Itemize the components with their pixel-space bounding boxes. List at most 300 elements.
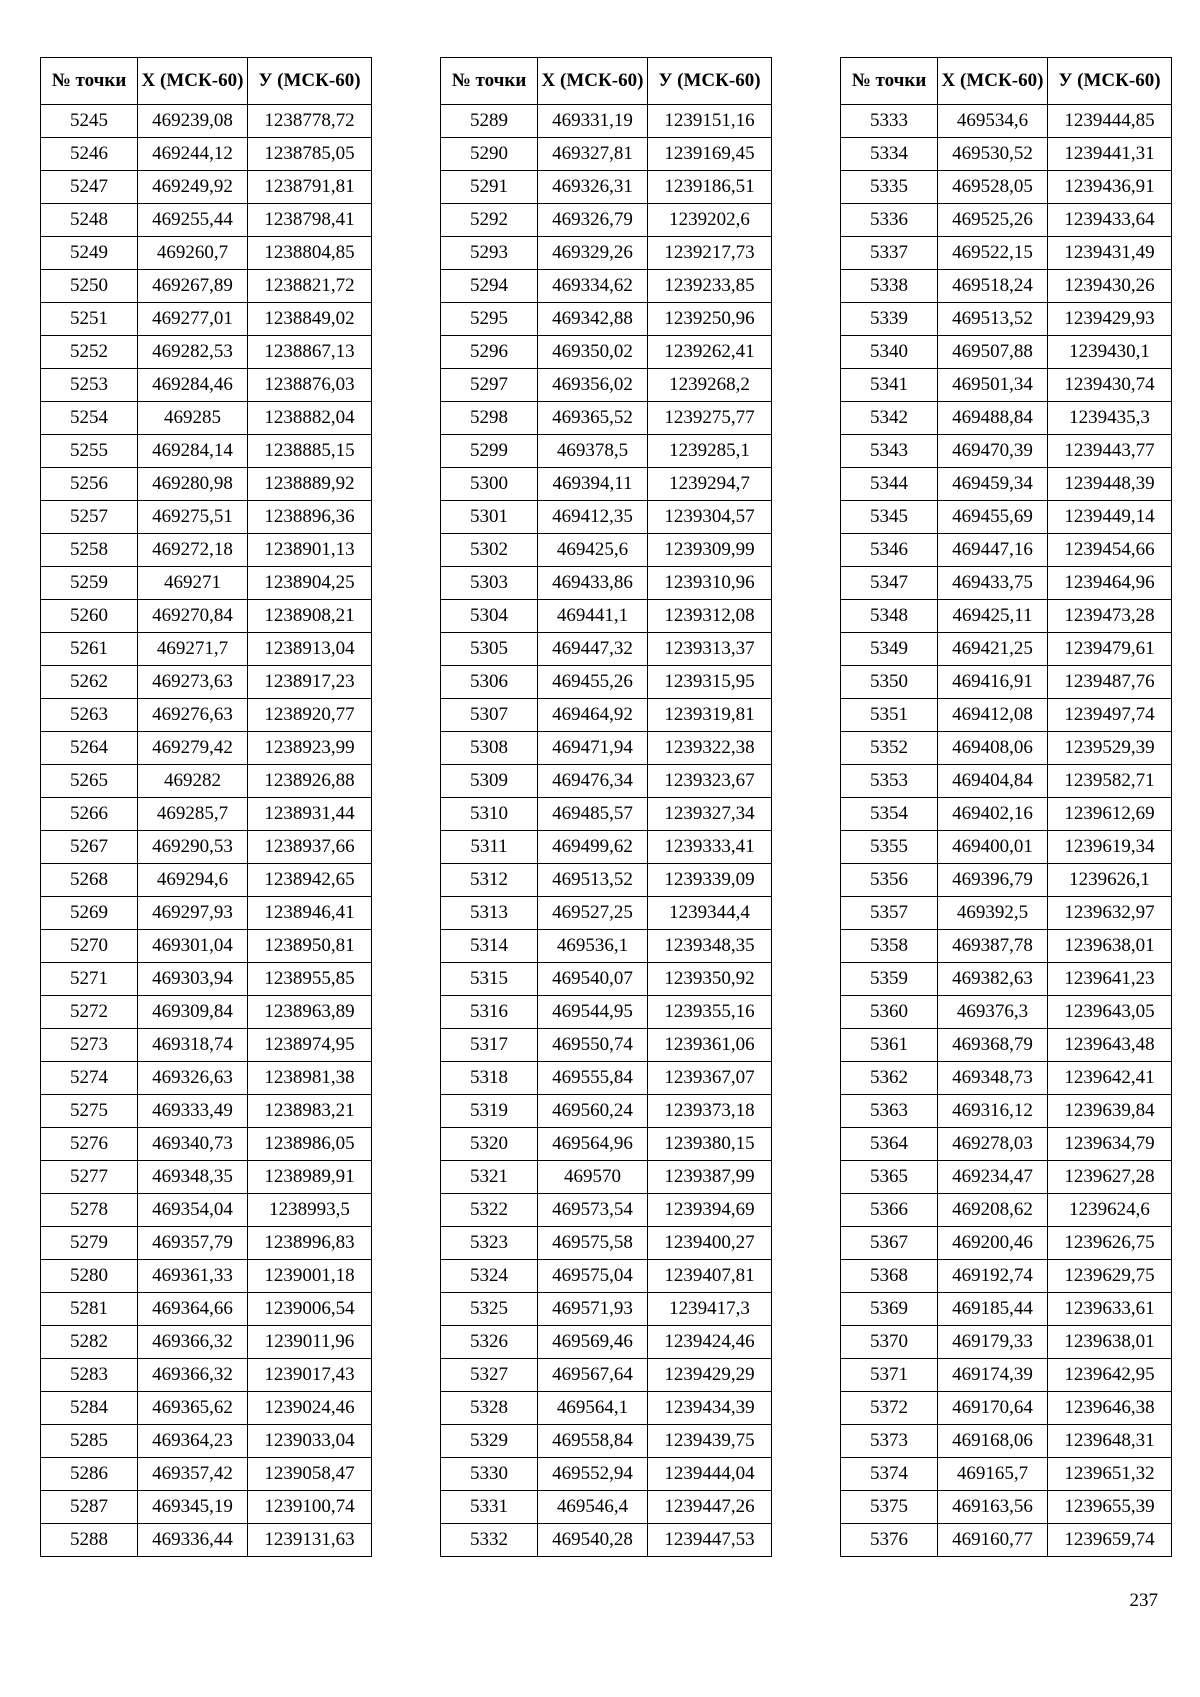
x-coordinate-cell: 469555,84 [538, 1062, 648, 1095]
y-coordinate-cell: 1239454,66 [1048, 534, 1172, 567]
x-coordinate-cell: 469573,54 [538, 1194, 648, 1227]
x-coordinate-cell: 469544,95 [538, 996, 648, 1029]
x-coordinate-cell: 469284,14 [138, 435, 248, 468]
point-number-cell: 5245 [41, 105, 138, 138]
point-number-cell: 5321 [441, 1161, 538, 1194]
point-number-cell: 5327 [441, 1359, 538, 1392]
x-coordinate-cell: 469534,6 [938, 105, 1048, 138]
y-coordinate-cell: 1239633,61 [1048, 1293, 1172, 1326]
x-coordinate-cell: 469285,7 [138, 798, 248, 831]
table-row [841, 336, 1172, 369]
point-number-cell: 5307 [441, 699, 538, 732]
y-coordinate-cell: 1239424,46 [648, 1326, 772, 1359]
y-coordinate-cell: 1239202,6 [648, 204, 772, 237]
point-number-cell: 5288 [41, 1524, 138, 1557]
point-number-cell: 5276 [41, 1128, 138, 1161]
point-number-cell: 5290 [441, 138, 538, 171]
y-coordinate-cell: 1239380,15 [648, 1128, 772, 1161]
y-coordinate-cell: 1239429,29 [648, 1359, 772, 1392]
x-coordinate-cell: 469277,01 [138, 303, 248, 336]
y-coordinate-cell: 1239361,06 [648, 1029, 772, 1062]
table-row [841, 1425, 1172, 1458]
x-coordinate-cell: 469421,25 [938, 633, 1048, 666]
y-coordinate-cell: 1239327,34 [648, 798, 772, 831]
y-coordinate-header: У (МСК-60) [1048, 58, 1172, 105]
y-coordinate-cell: 1238791,81 [248, 171, 372, 204]
y-coordinate-cell: 1238931,44 [248, 798, 372, 831]
point-number-cell: 5323 [441, 1227, 538, 1260]
table-row [841, 1227, 1172, 1260]
table-row [441, 1524, 772, 1557]
y-coordinate-cell: 1238876,03 [248, 369, 372, 402]
y-coordinate-cell: 1238986,05 [248, 1128, 372, 1161]
x-coordinate-cell: 469365,52 [538, 402, 648, 435]
y-coordinate-cell: 1239447,53 [648, 1524, 772, 1557]
y-coordinate-cell: 1238937,66 [248, 831, 372, 864]
y-coordinate-cell: 1238923,99 [248, 732, 372, 765]
y-coordinate-cell: 1239430,74 [1048, 369, 1172, 402]
table-row [41, 1161, 372, 1194]
table-row [41, 501, 372, 534]
x-coordinate-cell: 469290,53 [138, 831, 248, 864]
point-number-cell: 5287 [41, 1491, 138, 1524]
point-number-cell: 5246 [41, 138, 138, 171]
y-coordinate-cell: 1239344,4 [648, 897, 772, 930]
table-header [841, 58, 1172, 105]
y-coordinate-cell: 1238974,95 [248, 1029, 372, 1062]
table-row [441, 567, 772, 600]
table-row [41, 897, 372, 930]
point-number-cell: 5279 [41, 1227, 138, 1260]
x-coordinate-cell: 469441,1 [538, 600, 648, 633]
coordinates-table [40, 57, 372, 1557]
x-coordinate-cell: 469234,47 [938, 1161, 1048, 1194]
y-coordinate-cell: 1238993,5 [248, 1194, 372, 1227]
x-coordinate-cell: 469354,04 [138, 1194, 248, 1227]
x-coordinate-cell: 469536,1 [538, 930, 648, 963]
table-row [841, 303, 1172, 336]
y-coordinate-cell: 1238920,77 [248, 699, 372, 732]
table-row [841, 864, 1172, 897]
point-number-cell: 5250 [41, 270, 138, 303]
y-coordinate-cell: 1239333,41 [648, 831, 772, 864]
x-coordinate-cell: 469326,31 [538, 171, 648, 204]
point-number-cell: 5329 [441, 1425, 538, 1458]
table-row [841, 633, 1172, 666]
y-coordinate-cell: 1239294,7 [648, 468, 772, 501]
table-row [441, 996, 772, 1029]
point-number-cell: 5349 [841, 633, 938, 666]
point-number-cell: 5370 [841, 1326, 938, 1359]
y-coordinate-cell: 1238849,02 [248, 303, 372, 336]
x-coordinate-cell: 469464,92 [538, 699, 648, 732]
point-number-cell: 5281 [41, 1293, 138, 1326]
table-row [41, 831, 372, 864]
point-number-cell: 5261 [41, 633, 138, 666]
point-number-cell: 5308 [441, 732, 538, 765]
point-number-header: № точки [441, 58, 538, 105]
point-number-cell: 5249 [41, 237, 138, 270]
y-coordinate-cell: 1239323,67 [648, 765, 772, 798]
x-coordinate-cell: 469499,62 [538, 831, 648, 864]
x-coordinate-cell: 469271 [138, 567, 248, 600]
table-row [41, 864, 372, 897]
table-row [441, 732, 772, 765]
table-row [41, 303, 372, 336]
point-number-cell: 5270 [41, 930, 138, 963]
y-coordinate-cell: 1239642,41 [1048, 1062, 1172, 1095]
table-row [441, 798, 772, 831]
point-number-cell: 5360 [841, 996, 938, 1029]
point-number-cell: 5275 [41, 1095, 138, 1128]
x-coordinate-cell: 469569,46 [538, 1326, 648, 1359]
x-coordinate-cell: 469459,34 [938, 468, 1048, 501]
y-coordinate-cell: 1239268,2 [648, 369, 772, 402]
x-coordinate-cell: 469316,12 [938, 1095, 1048, 1128]
table-row [841, 1062, 1172, 1095]
x-coordinate-cell: 469416,91 [938, 666, 1048, 699]
x-coordinate-cell: 469404,84 [938, 765, 1048, 798]
point-number-cell: 5296 [441, 336, 538, 369]
x-coordinate-cell: 469387,78 [938, 930, 1048, 963]
y-coordinate-cell: 1239355,16 [648, 996, 772, 1029]
x-coordinate-cell: 469270,84 [138, 600, 248, 633]
table-row [41, 1326, 372, 1359]
y-coordinate-cell: 1239367,07 [648, 1062, 772, 1095]
x-coordinate-cell: 469239,08 [138, 105, 248, 138]
y-coordinate-cell: 1239439,75 [648, 1425, 772, 1458]
y-coordinate-cell: 1239304,57 [648, 501, 772, 534]
y-coordinate-cell: 1238804,85 [248, 237, 372, 270]
y-coordinate-cell: 1238785,05 [248, 138, 372, 171]
point-number-cell: 5267 [41, 831, 138, 864]
x-coordinate-cell: 469326,79 [538, 204, 648, 237]
x-coordinate-cell: 469345,19 [138, 1491, 248, 1524]
table-row [41, 1029, 372, 1062]
y-coordinate-cell: 1238917,23 [248, 666, 372, 699]
table-row [41, 798, 372, 831]
table-row [41, 666, 372, 699]
point-number-cell: 5282 [41, 1326, 138, 1359]
point-number-cell: 5322 [441, 1194, 538, 1227]
table-row [841, 1128, 1172, 1161]
x-coordinate-cell: 469340,73 [138, 1128, 248, 1161]
y-coordinate-cell: 1239312,08 [648, 600, 772, 633]
x-coordinate-cell: 469282,53 [138, 336, 248, 369]
y-coordinate-cell: 1239429,93 [1048, 303, 1172, 336]
point-number-cell: 5297 [441, 369, 538, 402]
table-row [41, 171, 372, 204]
point-number-cell: 5263 [41, 699, 138, 732]
y-coordinate-cell: 1239433,64 [1048, 204, 1172, 237]
table-row [41, 435, 372, 468]
y-coordinate-cell: 1239387,99 [648, 1161, 772, 1194]
x-coordinate-cell: 469447,16 [938, 534, 1048, 567]
y-coordinate-cell: 1239629,75 [1048, 1260, 1172, 1293]
table-row [441, 1161, 772, 1194]
table-row [841, 1293, 1172, 1326]
point-number-cell: 5335 [841, 171, 938, 204]
x-coordinate-cell: 469530,52 [938, 138, 1048, 171]
point-number-cell: 5280 [41, 1260, 138, 1293]
point-number-cell: 5365 [841, 1161, 938, 1194]
y-coordinate-cell: 1239479,61 [1048, 633, 1172, 666]
table-body [841, 105, 1172, 1557]
x-coordinate-header: Х (МСК-60) [138, 58, 248, 105]
x-coordinate-cell: 469192,74 [938, 1260, 1048, 1293]
point-number-cell: 5285 [41, 1425, 138, 1458]
y-coordinate-cell: 1238904,25 [248, 567, 372, 600]
table-row [441, 501, 772, 534]
table-header [441, 58, 772, 105]
y-coordinate-cell: 1239447,26 [648, 1491, 772, 1524]
point-number-cell: 5341 [841, 369, 938, 402]
table-row [841, 1260, 1172, 1293]
table-row [841, 1095, 1172, 1128]
point-number-cell: 5269 [41, 897, 138, 930]
table-row [441, 204, 772, 237]
x-coordinate-cell: 469567,64 [538, 1359, 648, 1392]
table-row [41, 1260, 372, 1293]
y-coordinate-cell: 1239632,97 [1048, 897, 1172, 930]
point-number-cell: 5354 [841, 798, 938, 831]
y-coordinate-cell: 1238885,15 [248, 435, 372, 468]
y-coordinate-cell: 1239151,16 [648, 105, 772, 138]
table-row [41, 204, 372, 237]
y-coordinate-cell: 1239058,47 [248, 1458, 372, 1491]
x-coordinate-cell: 469361,33 [138, 1260, 248, 1293]
x-coordinate-cell: 469165,7 [938, 1458, 1048, 1491]
x-coordinate-cell: 469501,34 [938, 369, 1048, 402]
table-row [41, 963, 372, 996]
point-number-cell: 5286 [41, 1458, 138, 1491]
point-number-cell: 5348 [841, 600, 938, 633]
table-row [841, 897, 1172, 930]
table-row [41, 1359, 372, 1392]
table-row [441, 336, 772, 369]
table-row [441, 171, 772, 204]
table-row [441, 831, 772, 864]
x-coordinate-cell: 469284,46 [138, 369, 248, 402]
y-coordinate-cell: 1238889,92 [248, 468, 372, 501]
point-number-cell: 5248 [41, 204, 138, 237]
table-row [441, 1227, 772, 1260]
y-coordinate-cell: 1239430,26 [1048, 270, 1172, 303]
x-coordinate-cell: 469507,88 [938, 336, 1048, 369]
point-number-cell: 5337 [841, 237, 938, 270]
x-coordinate-cell: 469282 [138, 765, 248, 798]
x-coordinate-cell: 469540,07 [538, 963, 648, 996]
table-row [441, 468, 772, 501]
point-number-cell: 5376 [841, 1524, 938, 1557]
x-coordinate-cell: 469540,28 [538, 1524, 648, 1557]
y-coordinate-cell: 1239217,73 [648, 237, 772, 270]
y-coordinate-cell: 1239275,77 [648, 402, 772, 435]
table-row [841, 270, 1172, 303]
x-coordinate-cell: 469279,42 [138, 732, 248, 765]
x-coordinate-cell: 469334,62 [538, 270, 648, 303]
x-coordinate-cell: 469342,88 [538, 303, 648, 336]
table-row [841, 1392, 1172, 1425]
y-coordinate-header: У (МСК-60) [648, 58, 772, 105]
table-row [841, 468, 1172, 501]
x-coordinate-cell: 469425,6 [538, 534, 648, 567]
x-coordinate-cell: 469267,89 [138, 270, 248, 303]
y-coordinate-cell: 1239033,04 [248, 1425, 372, 1458]
table-row [441, 1194, 772, 1227]
table-row [41, 930, 372, 963]
point-number-cell: 5316 [441, 996, 538, 1029]
point-number-cell: 5304 [441, 600, 538, 633]
point-number-cell: 5303 [441, 567, 538, 600]
y-coordinate-cell: 1239350,92 [648, 963, 772, 996]
y-coordinate-cell: 1239497,74 [1048, 699, 1172, 732]
x-coordinate-cell: 469326,63 [138, 1062, 248, 1095]
table-row [41, 1095, 372, 1128]
y-coordinate-cell: 1239627,28 [1048, 1161, 1172, 1194]
y-coordinate-cell: 1239100,74 [248, 1491, 372, 1524]
table-row [41, 138, 372, 171]
point-number-cell: 5257 [41, 501, 138, 534]
x-coordinate-cell: 469471,94 [538, 732, 648, 765]
y-coordinate-cell: 1239006,54 [248, 1293, 372, 1326]
point-number-cell: 5268 [41, 864, 138, 897]
coordinates-table [440, 57, 772, 1557]
point-number-cell: 5359 [841, 963, 938, 996]
x-coordinate-cell: 469285 [138, 402, 248, 435]
x-coordinate-cell: 469455,26 [538, 666, 648, 699]
table-row [441, 930, 772, 963]
point-number-cell: 5289 [441, 105, 538, 138]
x-coordinate-cell: 469276,63 [138, 699, 248, 732]
point-number-cell: 5274 [41, 1062, 138, 1095]
y-coordinate-cell: 1239659,74 [1048, 1524, 1172, 1557]
point-number-cell: 5313 [441, 897, 538, 930]
x-coordinate-cell: 469412,08 [938, 699, 1048, 732]
x-coordinate-cell: 469174,39 [938, 1359, 1048, 1392]
table-row [841, 930, 1172, 963]
point-number-cell: 5320 [441, 1128, 538, 1161]
table-row [41, 105, 372, 138]
point-number-cell: 5375 [841, 1491, 938, 1524]
x-coordinate-cell: 469336,44 [138, 1524, 248, 1557]
x-coordinate-cell: 469348,35 [138, 1161, 248, 1194]
x-coordinate-cell: 469378,5 [538, 435, 648, 468]
point-number-cell: 5328 [441, 1392, 538, 1425]
y-coordinate-cell: 1238963,89 [248, 996, 372, 1029]
table-row [41, 600, 372, 633]
x-coordinate-cell: 469518,24 [938, 270, 1048, 303]
table-row [841, 1359, 1172, 1392]
x-coordinate-cell: 469200,46 [938, 1227, 1048, 1260]
point-number-cell: 5251 [41, 303, 138, 336]
y-coordinate-cell: 1239250,96 [648, 303, 772, 336]
point-number-cell: 5259 [41, 567, 138, 600]
table-row [441, 402, 772, 435]
y-coordinate-cell: 1239186,51 [648, 171, 772, 204]
point-number-cell: 5302 [441, 534, 538, 567]
point-number-cell: 5300 [441, 468, 538, 501]
x-coordinate-cell: 469564,1 [538, 1392, 648, 1425]
x-coordinate-cell: 469447,32 [538, 633, 648, 666]
table-row [441, 435, 772, 468]
y-coordinate-cell: 1239339,09 [648, 864, 772, 897]
table-row [441, 534, 772, 567]
x-coordinate-cell: 469550,74 [538, 1029, 648, 1062]
point-number-cell: 5355 [841, 831, 938, 864]
point-number-cell: 5363 [841, 1095, 938, 1128]
y-coordinate-cell: 1239131,63 [248, 1524, 372, 1557]
table-row [841, 402, 1172, 435]
y-coordinate-cell: 1239310,96 [648, 567, 772, 600]
point-number-cell: 5351 [841, 699, 938, 732]
y-coordinate-cell: 1239430,1 [1048, 336, 1172, 369]
y-coordinate-cell: 1238901,13 [248, 534, 372, 567]
y-coordinate-cell: 1239529,39 [1048, 732, 1172, 765]
coordinates-table [840, 57, 1172, 1557]
y-coordinate-cell: 1239646,38 [1048, 1392, 1172, 1425]
table-row [841, 435, 1172, 468]
y-coordinate-cell: 1238983,21 [248, 1095, 372, 1128]
point-number-cell: 5364 [841, 1128, 938, 1161]
y-coordinate-cell: 1239648,31 [1048, 1425, 1172, 1458]
x-coordinate-cell: 469179,33 [938, 1326, 1048, 1359]
point-number-cell: 5374 [841, 1458, 938, 1491]
x-coordinate-cell: 469364,66 [138, 1293, 248, 1326]
table-row [41, 534, 372, 567]
point-number-cell: 5373 [841, 1425, 938, 1458]
table-row [41, 765, 372, 798]
table-row [441, 600, 772, 633]
table-row [841, 600, 1172, 633]
point-number-cell: 5255 [41, 435, 138, 468]
point-number-cell: 5345 [841, 501, 938, 534]
y-coordinate-cell: 1238882,04 [248, 402, 372, 435]
table-row [841, 1029, 1172, 1062]
x-coordinate-cell: 469244,12 [138, 138, 248, 171]
table-row [841, 666, 1172, 699]
point-number-cell: 5333 [841, 105, 938, 138]
y-coordinate-cell: 1238778,72 [248, 105, 372, 138]
point-number-cell: 5331 [441, 1491, 538, 1524]
x-coordinate-cell: 469560,24 [538, 1095, 648, 1128]
table-row [441, 1491, 772, 1524]
table-row [441, 963, 772, 996]
y-coordinate-cell: 1238913,04 [248, 633, 372, 666]
table-row [841, 1326, 1172, 1359]
y-coordinate-cell: 1239651,32 [1048, 1458, 1172, 1491]
point-number-cell: 5367 [841, 1227, 938, 1260]
x-coordinate-cell: 469249,92 [138, 171, 248, 204]
table-row [841, 1458, 1172, 1491]
point-number-cell: 5299 [441, 435, 538, 468]
table-row [41, 336, 372, 369]
table-row [441, 1458, 772, 1491]
x-coordinate-cell: 469280,98 [138, 468, 248, 501]
y-coordinate-cell: 1239487,76 [1048, 666, 1172, 699]
y-coordinate-cell: 1238798,41 [248, 204, 372, 237]
x-coordinate-cell: 469575,04 [538, 1260, 648, 1293]
x-coordinate-header: Х (МСК-60) [938, 58, 1048, 105]
table-row [41, 1293, 372, 1326]
point-number-cell: 5294 [441, 270, 538, 303]
x-coordinate-cell: 469168,06 [938, 1425, 1048, 1458]
x-coordinate-cell: 469408,06 [938, 732, 1048, 765]
x-coordinate-cell: 469400,01 [938, 831, 1048, 864]
x-coordinate-cell: 469376,3 [938, 996, 1048, 1029]
x-coordinate-cell: 469571,93 [538, 1293, 648, 1326]
y-coordinate-cell: 1238981,38 [248, 1062, 372, 1095]
